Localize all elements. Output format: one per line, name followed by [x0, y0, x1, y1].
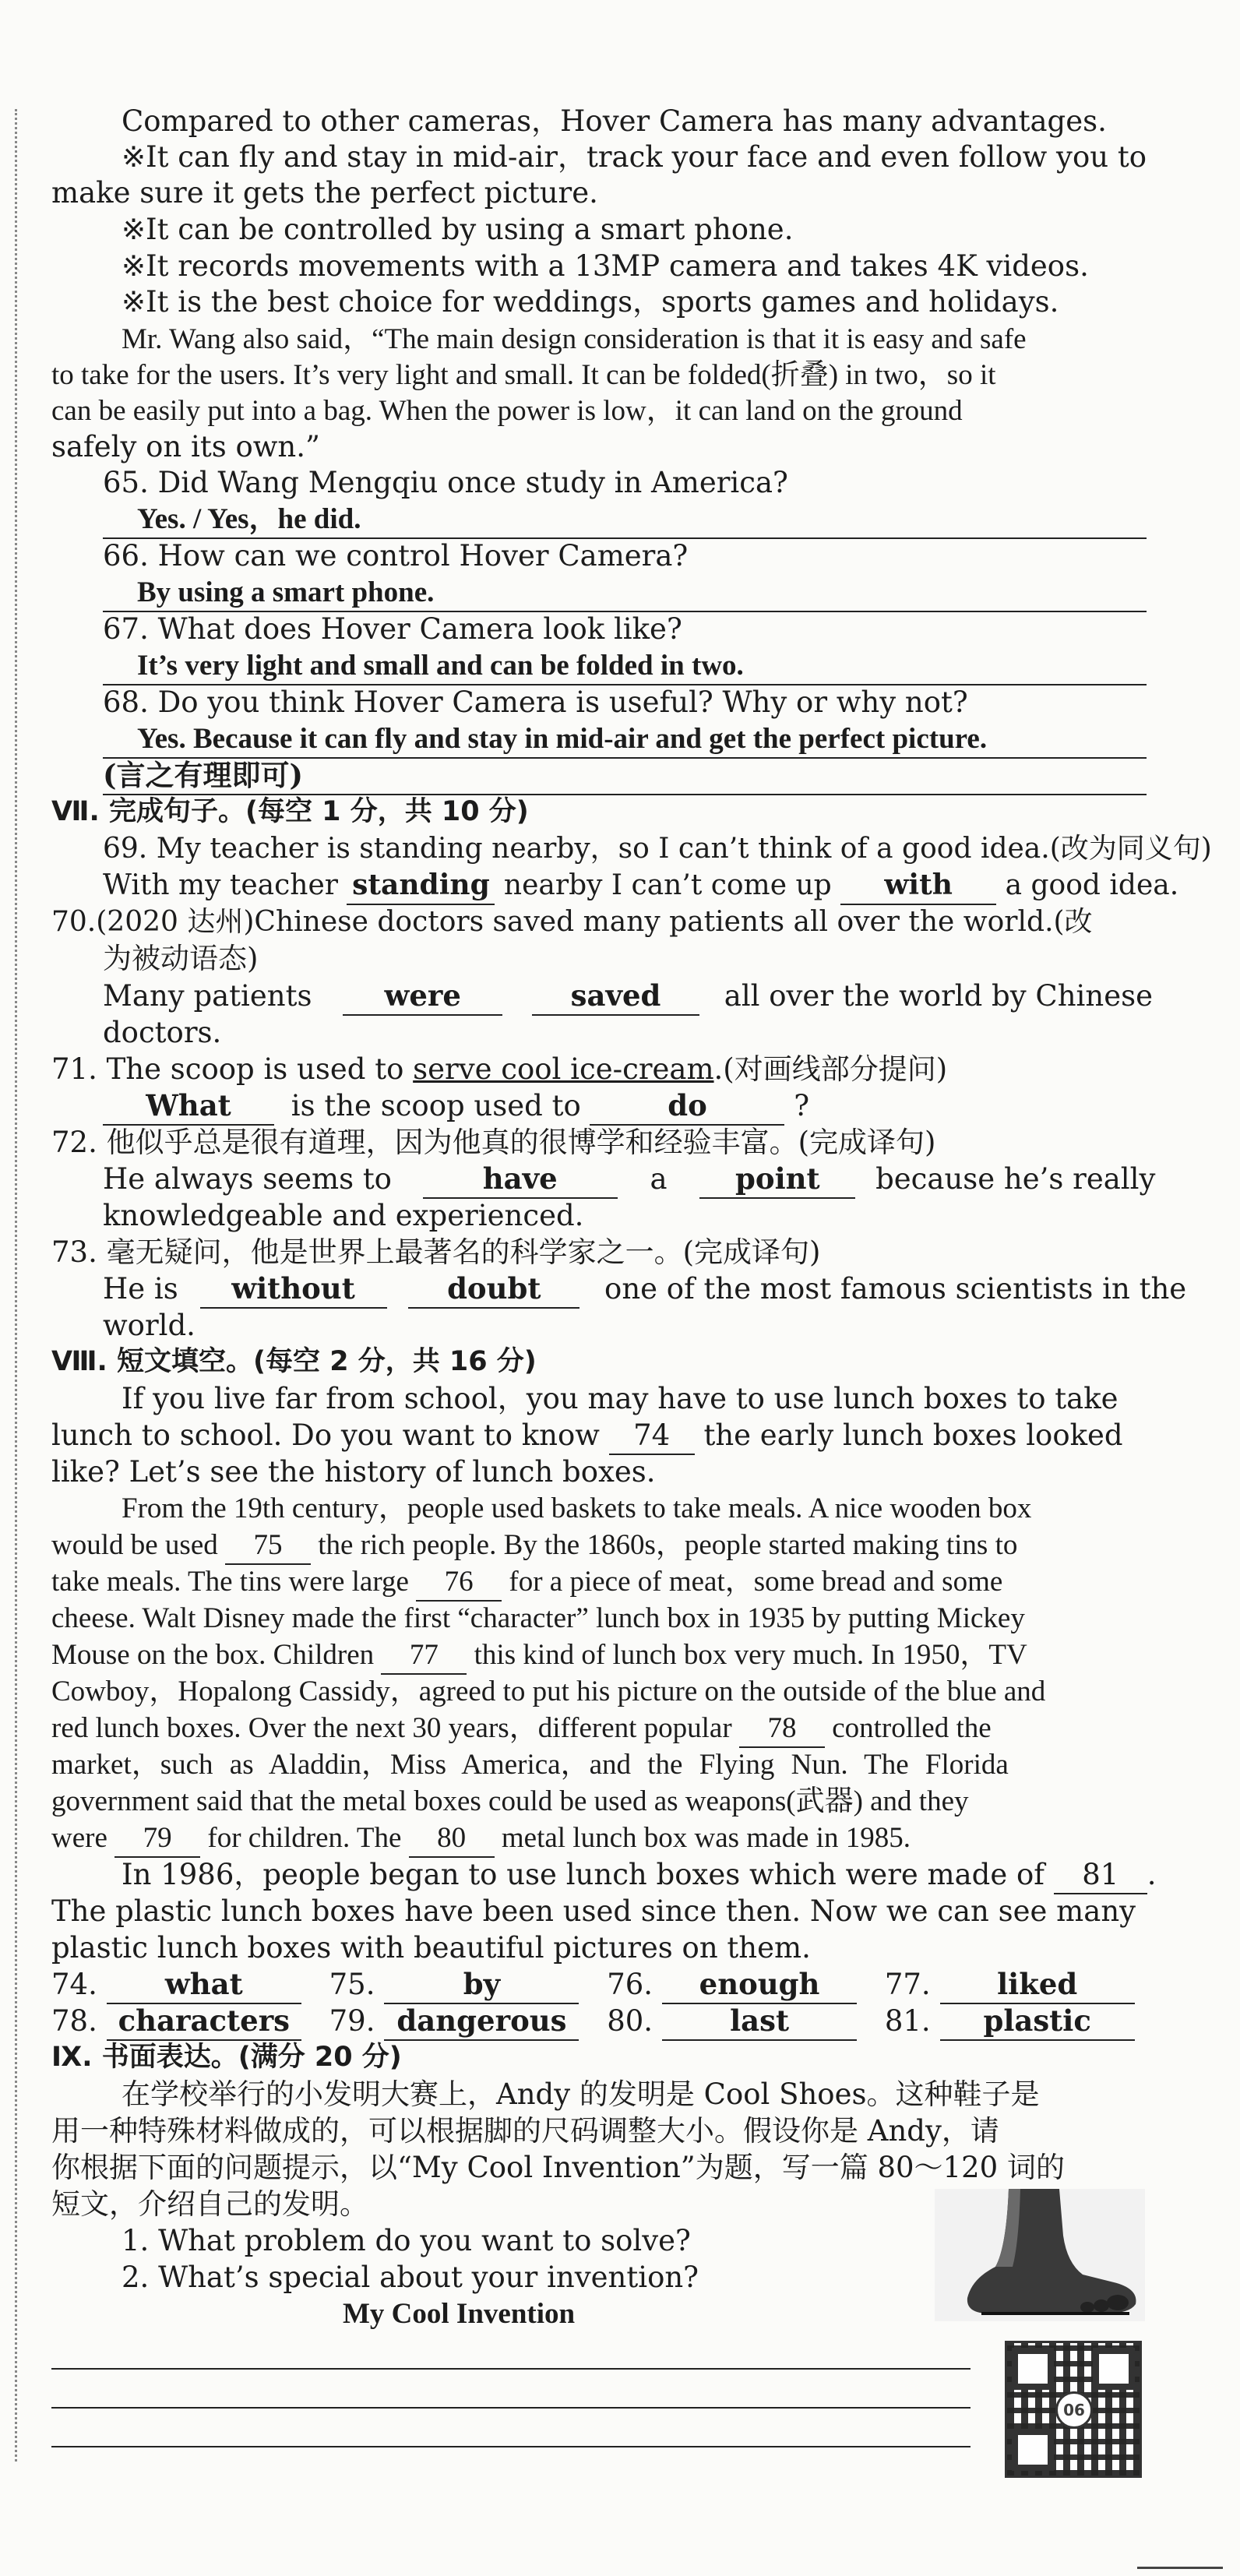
answer-72: He always seems to have a point because he’s really	[103, 1161, 1155, 1199]
answer-66: By using a smart phone.	[103, 574, 1147, 612]
answer-70: Many patients were saved all over the world by Chinese	[103, 978, 1153, 1016]
question-68: 68. Do you think Hover Camera is useful? Why or why not?	[103, 685, 968, 719]
writing-line[interactable]	[51, 2407, 971, 2409]
question-70-cont: 为被动语态)	[103, 942, 259, 975]
question-70: 70.(2020 达州)Chinese doctors saved many patients all over the world.(改	[51, 906, 1093, 938]
qr-code[interactable]	[1005, 2341, 1142, 2478]
section-7-title: Ⅶ. 完成句子。(每空 1 分，共 10 分)	[51, 796, 529, 827]
prompt-1: 1. What problem do you want to solve?	[122, 2224, 691, 2257]
answer-70-cont: doctors.	[103, 1016, 222, 1049]
writing-line[interactable]	[51, 2446, 971, 2447]
text-line: 你根据下面的问题提示，以“My Cool Invention”为题，写一篇 80～120 词的	[51, 2151, 1065, 2184]
section-9-title: Ⅸ. 书面表达。(满分 20 分)	[51, 2042, 402, 2073]
text-line: Mr. Wang also said，“The main design consideration is that it is easy and safe	[122, 323, 1027, 355]
question-66: 66. How can we control Hover Camera?	[103, 539, 689, 573]
text-line: Mouse on the box. Children 77 this kind of lunch box very much. In 1950，TV	[51, 1637, 1027, 1675]
text-line: ※It is the best choice for weddings，sports games and holidays.	[122, 285, 1059, 319]
question-71: 71. The scoop is used to serve cool ice-cream.(对画线部分提问)	[51, 1052, 948, 1086]
text-line: would be used 75 the rich people. By the 1860s，people started making tins to	[51, 1527, 1017, 1565]
text-line: were 79 for children. The 80 metal lunch box was made in 1985.	[51, 1820, 911, 1858]
binding-margin	[15, 109, 17, 2461]
text-line: like? Let’s see the history of lunch boxes.	[51, 1455, 656, 1489]
text-line: 短文，介绍自己的发明。	[51, 2187, 368, 2221]
text-line: The plastic lunch boxes have been used since then. Now we can see many	[51, 1894, 1136, 1928]
text-line: Compared to other cameras，Hover Camera has many advantages.	[122, 104, 1107, 138]
text-line: Cowboy，Hopalong Cassidy，agreed to put his picture on the outside of the blue and	[51, 1676, 1046, 1707]
answer-68-note: (言之有理即可)	[103, 757, 1147, 795]
question-65: 65. Did Wang Mengqiu once study in America?	[103, 466, 788, 499]
answer-grid: 74. what 75. by 76. enough 77. liked	[51, 1966, 1135, 2004]
text-line: cheese. Walt Disney made the first “character” lunch box in 1935 by putting Mickey	[51, 1602, 1025, 1634]
text-line: market，such as Aladdin，Miss America，and the Flying Nun. The Florida	[51, 1749, 1009, 1781]
answer-69: With my teacher standing nearby I can’t come up with a good idea.	[103, 867, 1178, 905]
text-line: ※It can fly and stay in mid-air，track your face and even follow you to	[122, 140, 1147, 174]
answer-72-cont: knowledgeable and experienced.	[103, 1199, 584, 1232]
section-8-title: Ⅷ. 短文填空。(每空 2 分，共 16 分)	[51, 1346, 537, 1377]
question-72: 72. 他似乎总是很有道理，因为他真的很博学和经验丰富。(完成译句)	[51, 1126, 936, 1159]
answer-67: It’s very light and small and can be folded in two.	[103, 647, 1147, 685]
question-67: 67. What does Hover Camera look like?	[103, 612, 682, 646]
answer-73: He is without doubt one of the most famous scientists in the	[103, 1270, 1186, 1309]
text-line: safely on its own.”	[51, 430, 320, 463]
text-line: ※It records movements with a 13MP camera and takes 4K videos.	[122, 249, 1089, 283]
question-69: 69. My teacher is standing nearby，so I can’t think of a good idea.(改为同义句)	[103, 833, 1212, 865]
text-line: to take for the users. It’s very light and small. It can be folded(折叠) in two，so it	[51, 359, 996, 391]
text-line: government said that the metal boxes could be used as weapons(武器) and they	[51, 1785, 969, 1817]
answer-65: Yes. / Yes，he did.	[103, 501, 1147, 539]
text-line: 用一种特殊材料做成的，可以根据脚的尺码调整大小。假设你是 Andy，请	[51, 2114, 999, 2148]
text-line: 在学校举行的小发明大赛上，Andy 的发明是 Cool Shoes。这种鞋子是	[122, 2077, 1040, 2111]
text-line: take meals. The tins were large 76 for a piece of meat，some bread and some	[51, 1563, 1002, 1602]
question-73: 73. 毫无疑问，他是世界上最著名的科学家之一。(完成译句)	[51, 1235, 821, 1269]
shoe-image	[935, 2189, 1145, 2321]
text-line: ※It can be controlled by using a smart phone.	[122, 213, 794, 246]
text-line: can be easily put into a bag. When the power is low，it can land on the ground	[51, 395, 963, 427]
text-line: red lunch boxes. Over the next 30 years，different popular 78 controlled the	[51, 1710, 992, 1748]
writing-line[interactable]	[51, 2368, 971, 2370]
answer-71: What is the scoop used to do ?	[103, 1087, 809, 1126]
essay-title: My Cool Invention	[343, 2298, 576, 2330]
text-line: In 1986，people began to use lunch boxes which were made of 81 .	[86, 1856, 1157, 1894]
answer-grid: 78. characters 79. dangerous 80. last 81. plastic	[51, 2003, 1135, 2041]
text-line: If you live far from school，you may have to use lunch boxes to take	[122, 1382, 1118, 1415]
text-line: From the 19th century，people used baskets to take meals. A nice wooden box	[122, 1492, 1032, 1524]
footer-rule	[1137, 2567, 1223, 2569]
qr-badge: 06	[1055, 2391, 1093, 2429]
text-line: make sure it gets the perfect picture.	[51, 176, 598, 210]
answer-73-cont: world.	[103, 1309, 196, 1342]
text-line: lunch to school. Do you want to know 74 the early lunch boxes looked	[51, 1417, 1123, 1455]
prompt-2: 2. What’s special about your invention?	[122, 2261, 699, 2294]
answer-68: Yes. Because it can fly and stay in mid-air and get the perfect picture.	[103, 721, 1147, 759]
text-line: plastic lunch boxes with beautiful pictures on them.	[51, 1931, 811, 1965]
